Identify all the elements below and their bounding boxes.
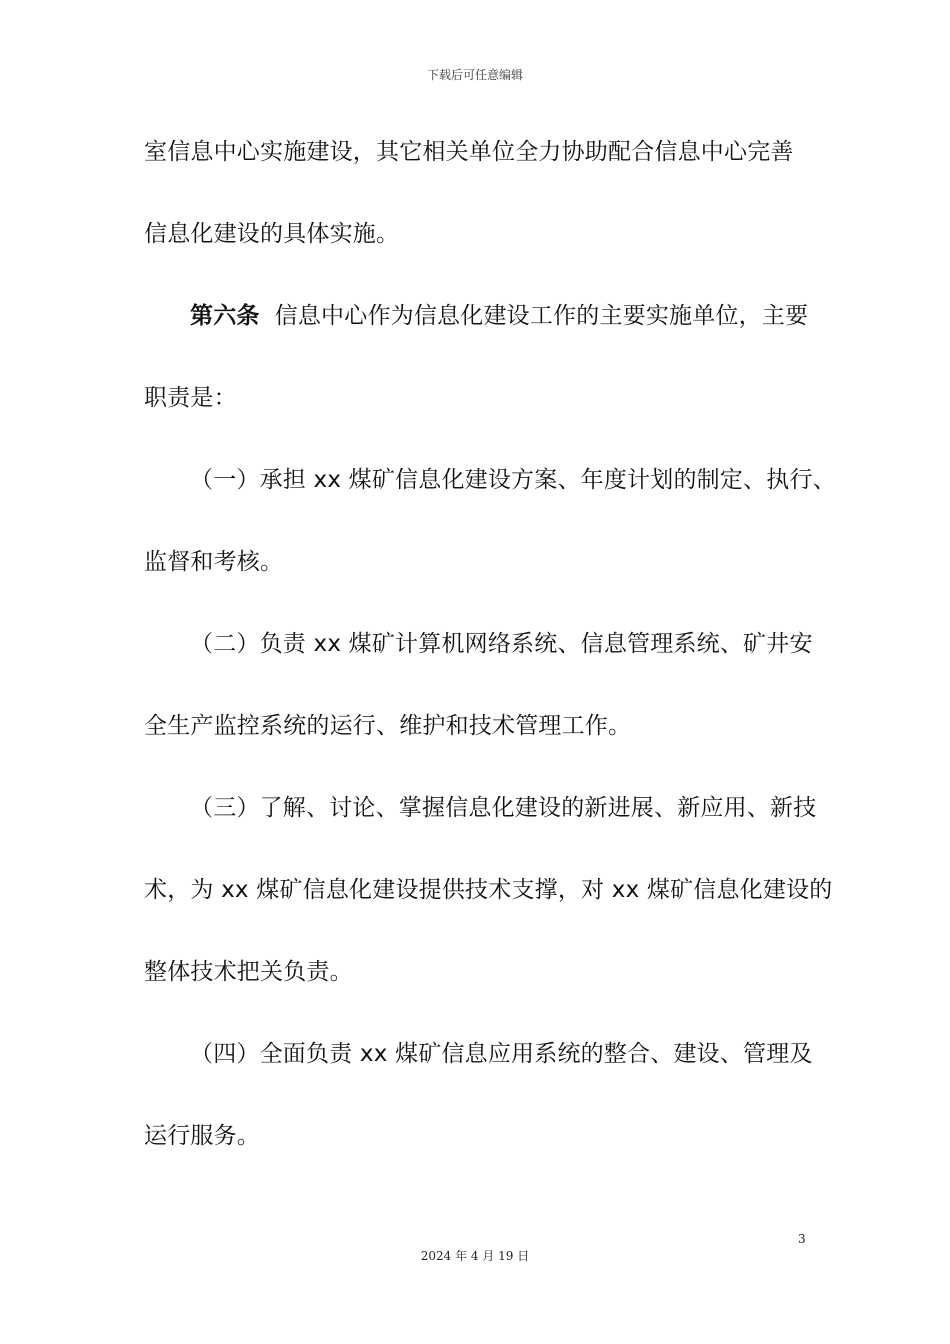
- paragraph-line: 监督和考核。: [144, 549, 284, 575]
- paragraph-line: 职责是：: [144, 385, 237, 411]
- paragraph-line: 室信息中心实施建设，其它相关单位全力协助配合信息中心完善: [144, 139, 794, 165]
- paragraph-line: 信息化建设的具体实施。: [144, 221, 400, 247]
- paragraph-line: （一）承担 xx 煤矿信息化建设方案、年度计划的制定、执行、: [190, 467, 836, 493]
- paragraph-line: 全生产监控系统的运行、维护和技术管理工作。: [144, 713, 632, 739]
- page-number: 3: [798, 1232, 806, 1246]
- article-six-line: [144, 294, 824, 376]
- header-note: 下载后可任意编辑: [426, 68, 523, 82]
- paragraph-line: （四）全面负责 xx 煤矿信息应用系统的整合、建设、管理及: [190, 1041, 813, 1067]
- article-label: 第六条: [190, 303, 260, 329]
- paragraph-line: （三）了解、讨论、掌握信息化建设的新进展、新应用、新技: [190, 795, 817, 821]
- paragraph-text: 信息中心作为信息化建设工作的主要实施单位，主要: [274, 303, 809, 329]
- footer-date: 2024 年 4 月 19 日: [420, 1249, 530, 1263]
- paragraph-line: 整体技术把关负责。: [144, 959, 353, 985]
- paragraph-line: 运行服务。: [144, 1123, 260, 1149]
- paragraph-line: 术，为 xx 煤矿信息化建设提供技术支撑，对 xx 煤矿信息化建设的: [144, 877, 833, 903]
- paragraph-line: （二）负责 xx 煤矿计算机网络系统、信息管理系统、矿井安: [190, 631, 813, 657]
- document-body: [144, 130, 836, 1196]
